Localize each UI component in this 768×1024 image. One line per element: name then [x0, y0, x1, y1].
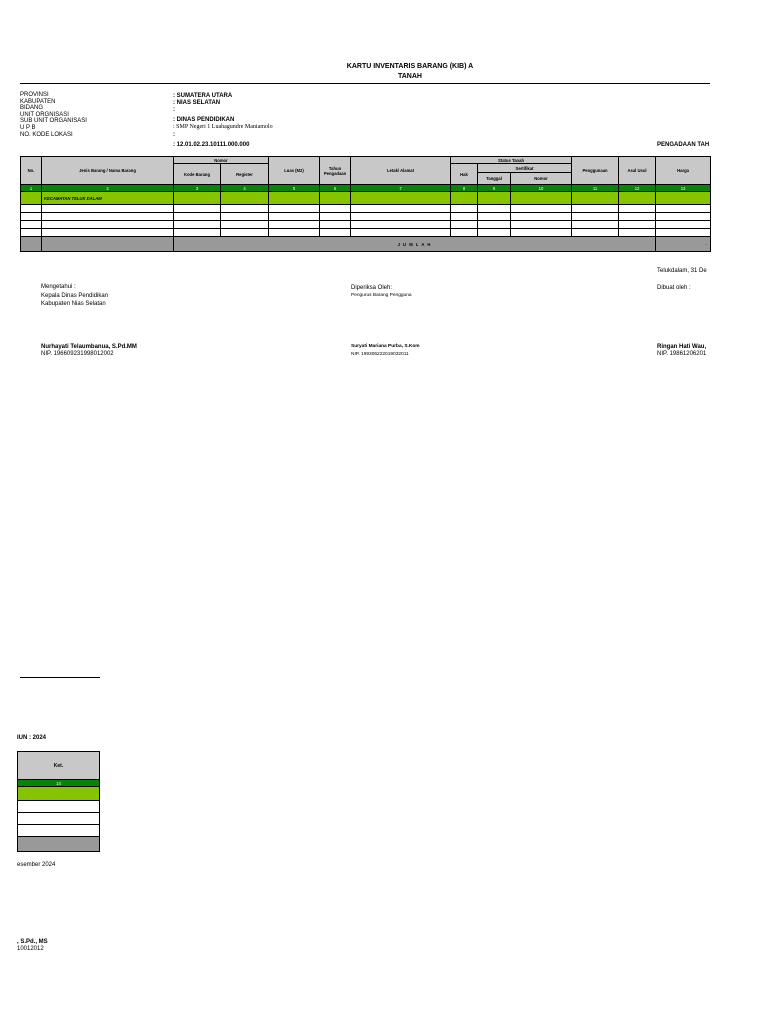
table-row	[21, 213, 711, 221]
place-date: Telukdalam, 31 De	[657, 268, 707, 274]
table-row	[21, 205, 711, 213]
value-sub-unit: : SMP Negeri 1 Luahagundre Maniamolo	[173, 124, 273, 130]
kib-table	[20, 156, 711, 252]
header-hak: Hak	[451, 164, 478, 185]
col-num: 7	[351, 185, 451, 192]
header-letak: Letak/ Alamat	[351, 157, 451, 185]
kabupaten-label: Kabupaten Nias Selatan	[41, 301, 106, 307]
signer2-name: Suryati Mariana Purba, S.Kom	[351, 344, 420, 349]
signer1-name: Nurhayati Telaumbanua, S.Pd.MM	[41, 344, 137, 350]
page2-tahun: IUN : 2024	[17, 735, 47, 741]
label-kode-lokasi: NO. KODE LOKASI	[20, 131, 73, 138]
value-kabupaten: : NIAS SELATAN	[173, 100, 221, 106]
header-asal: Asal Usul	[619, 157, 656, 185]
header-harga: Harga	[656, 157, 711, 185]
header-penggunaan: Penggunaan	[572, 157, 619, 185]
jumlah-label: J U M L A H	[174, 237, 656, 252]
label-upb: U P B	[20, 124, 36, 131]
page2-name: , S.Pd., MS	[17, 939, 48, 945]
value-bidang: :	[173, 107, 175, 113]
header-jenis: Jenis Barang / Nama Barang	[42, 157, 174, 185]
value-upb: :	[173, 132, 175, 138]
group-row	[21, 192, 711, 205]
header-ket: Ket.	[18, 752, 100, 780]
header-kode: Kode Barang	[174, 164, 221, 185]
label-bidang: BIDANG	[20, 105, 44, 112]
col-num: 12	[619, 185, 656, 192]
title-rule	[20, 83, 710, 84]
pengurus-label: Pengurus Barang Pengguna	[351, 293, 412, 298]
signer3-name: Ringan Hati Wau,	[657, 344, 707, 350]
signer1-nip: NIP. 196609231998012002	[41, 351, 114, 357]
col-num: 13	[656, 185, 711, 192]
col-num: 3	[174, 185, 221, 192]
value-unit: : DINAS PENDIDIKAN	[173, 117, 235, 123]
table-row	[21, 221, 711, 229]
diperiksa-label: Diperiksa Oleh:	[351, 285, 393, 291]
col-num: 5	[269, 185, 320, 192]
page2-rule	[20, 677, 100, 678]
value-kode-lokasi: : 12.01.02.23.10111.000.000	[173, 142, 250, 148]
group-row-label: KECAMATAN TELUK DALAM	[42, 192, 174, 205]
signer3-nip: NIP. 19861206201	[657, 351, 707, 357]
col-num: 4	[221, 185, 269, 192]
col-num: 1	[21, 185, 42, 192]
header-tahun: Tahun Pengadaan	[320, 157, 351, 185]
header-luas: Luas (M2)	[269, 157, 320, 185]
jumlah-value: -	[656, 237, 711, 252]
header-tanggal: Tanggal	[478, 173, 511, 185]
header-sertifikat: Sertifikat	[478, 164, 572, 173]
col-num: 11	[572, 185, 619, 192]
page2-date: esember 2024	[17, 862, 56, 868]
col-num: 8	[451, 185, 478, 192]
label-kabupaten: KABUPATEN	[20, 98, 56, 105]
table-row	[21, 229, 711, 237]
dibuat-label: Dibuat oleh :	[657, 285, 691, 291]
page2-nip: 10012012	[17, 946, 44, 952]
header-nomor: Nomor	[174, 157, 269, 164]
pengadaan-label: PENGADAAN TAH	[657, 142, 710, 148]
label-unit: UNIT ORGNISASI	[20, 111, 69, 118]
col-num: 9	[478, 185, 511, 192]
col-num: 10	[511, 185, 572, 192]
label-provinsi: PROVINSI	[20, 92, 49, 98]
col-num: 14	[18, 780, 100, 787]
header-register: Register	[221, 164, 269, 185]
header-no: No.	[21, 157, 42, 185]
col-num: 6	[320, 185, 351, 192]
jumlah-row	[21, 237, 711, 252]
mengetahui-label: Mengetahui :	[41, 284, 76, 290]
header-status: Status Tanah	[451, 157, 572, 164]
kepala-label: Kepala Dinas Pendidikan	[41, 293, 109, 299]
info-labels	[20, 92, 87, 138]
title-line1: KARTU INVENTARIS BARANG (KIB) A	[346, 63, 474, 70]
value-provinsi: : SUMATERA UTARA	[173, 93, 233, 99]
page2-ket-table	[17, 751, 100, 852]
signer2-nip: NIP. 199306222019032011	[351, 352, 409, 357]
header-nomor-sertifikat: Nomor	[511, 173, 572, 185]
label-sub-unit: SUB UNIT ORGANISASI	[20, 118, 87, 125]
column-number-row	[21, 185, 711, 192]
title-line2: TANAH	[398, 73, 422, 80]
col-num: 2	[42, 185, 174, 192]
